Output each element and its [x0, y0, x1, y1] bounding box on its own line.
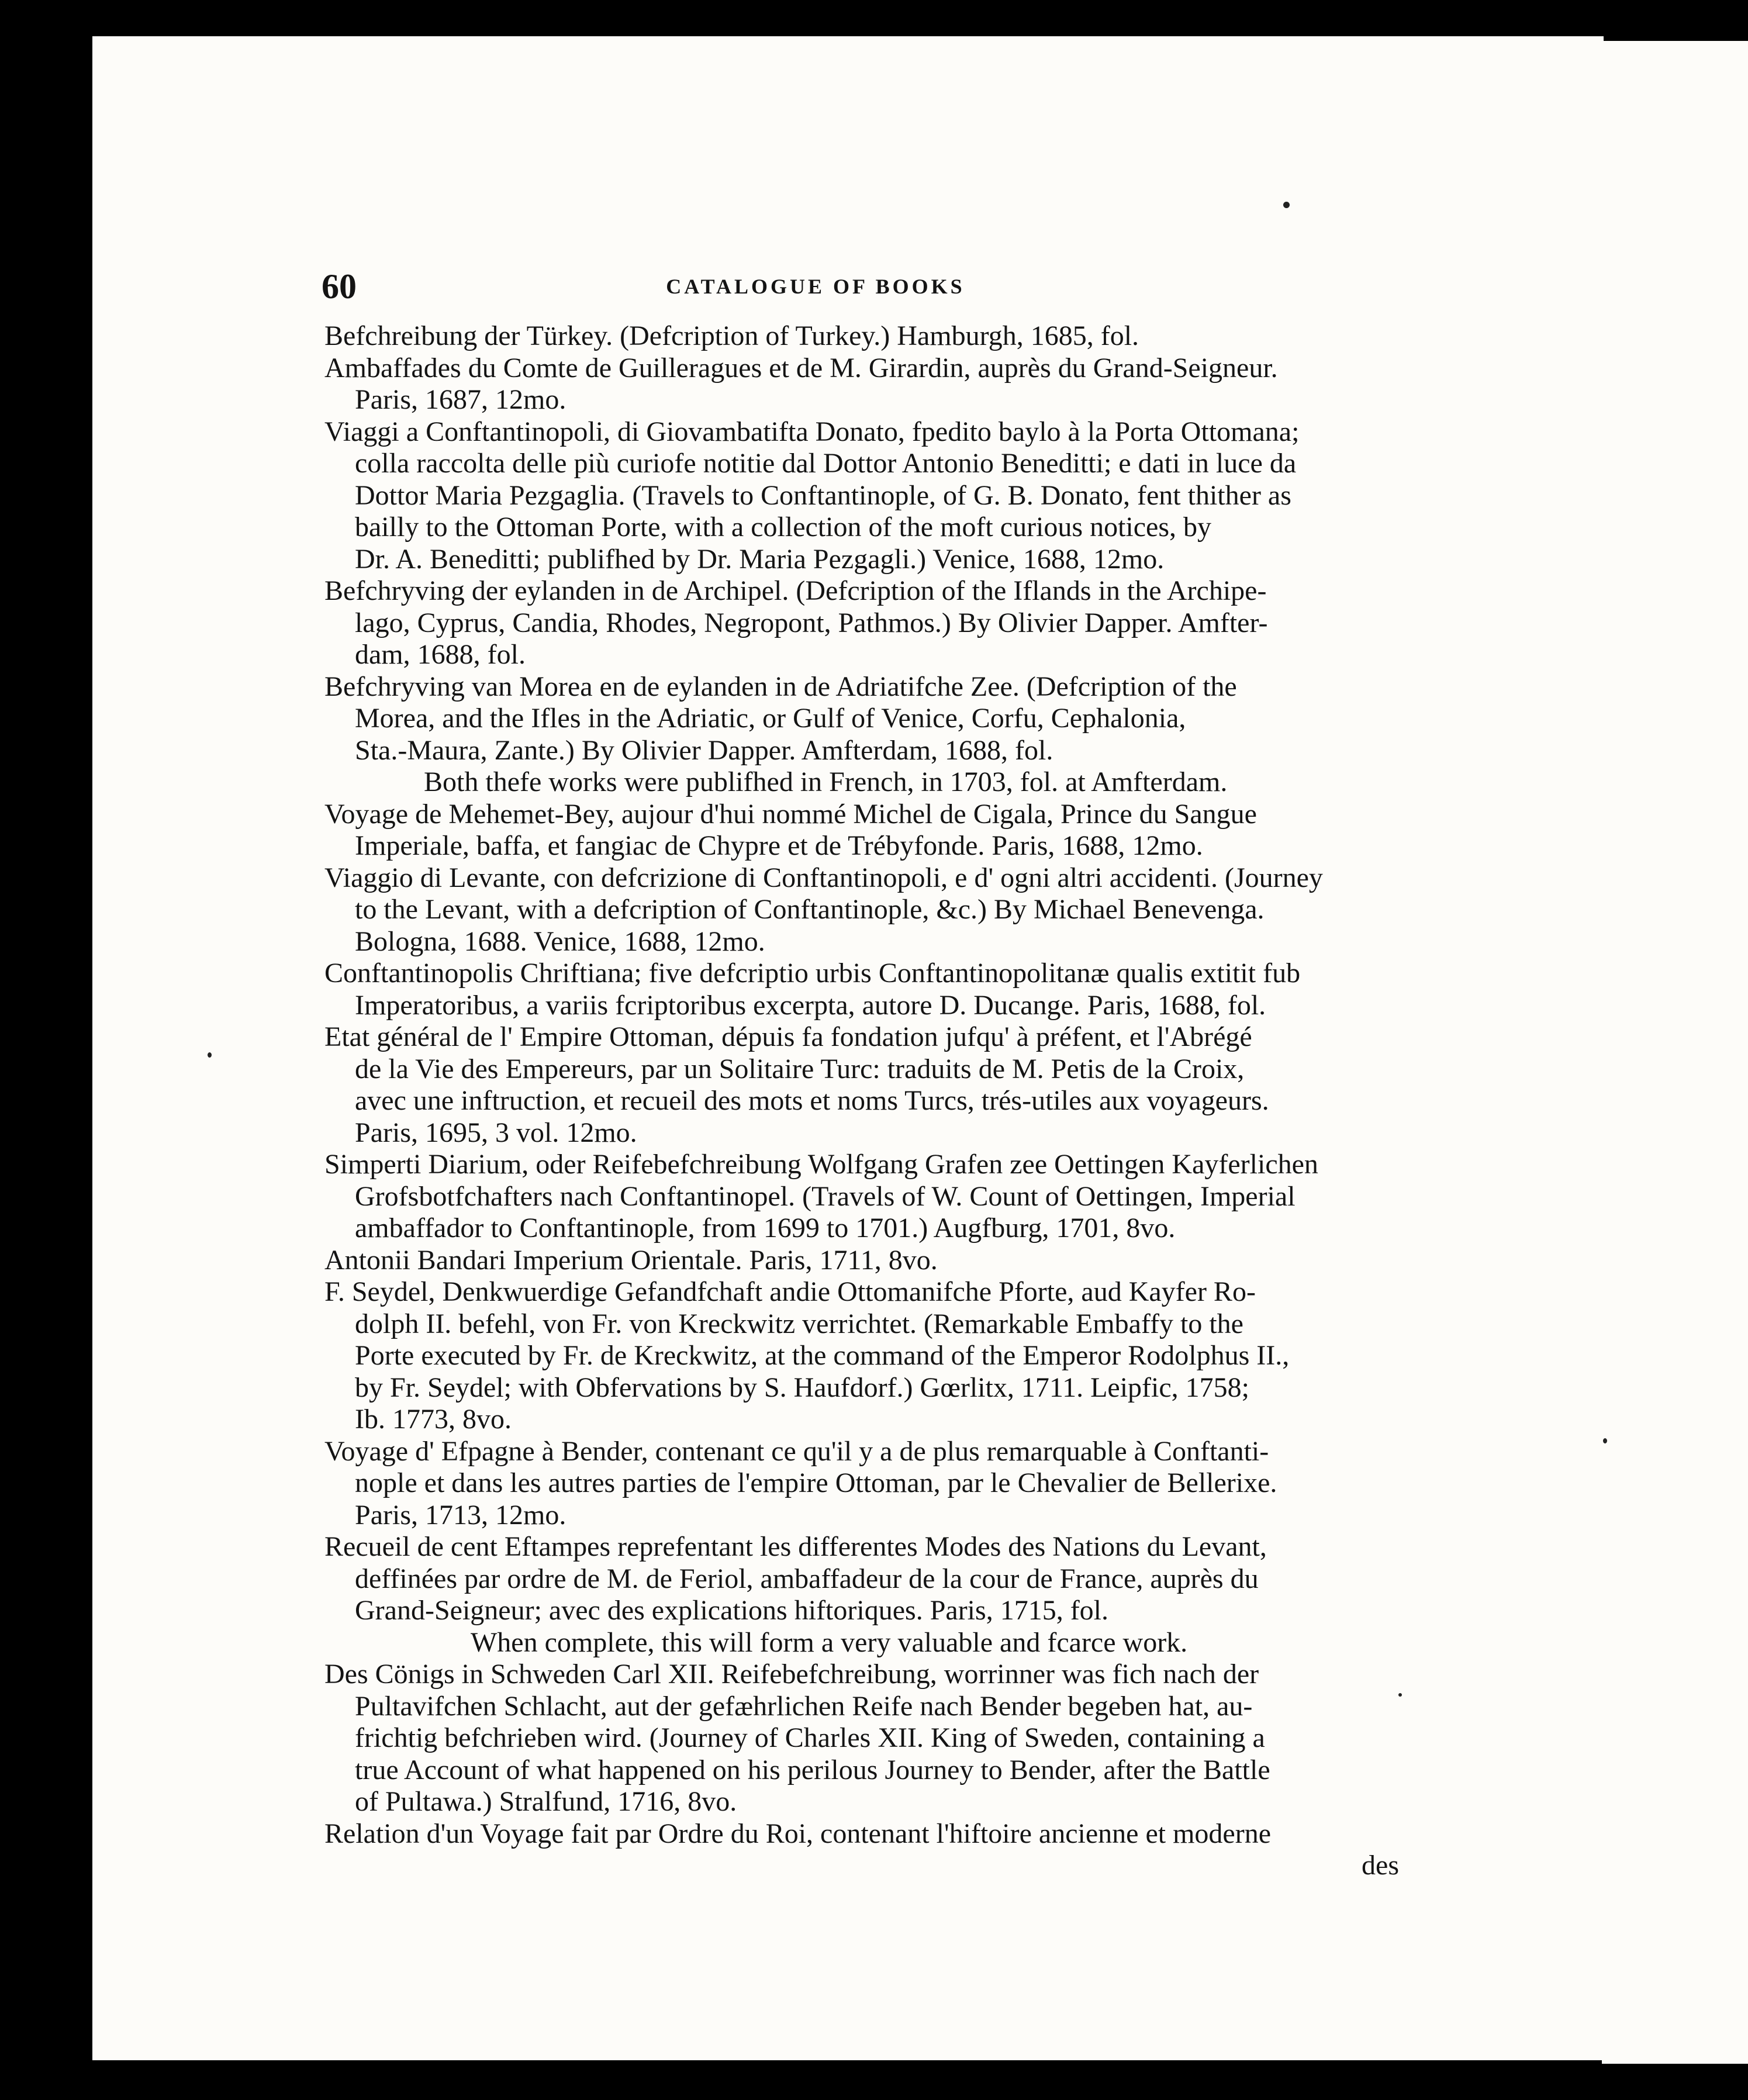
- catalogue-entry-line: to the Levant, with a defcription of Conftantinople, &c.) By Michael Benevenga.: [355, 894, 1265, 925]
- catalogue-entry-line: Des Cönigs in Schweden Carl XII. Reifebefchreibung, worrinner was fich nach der: [324, 1659, 1259, 1690]
- catalogue-entry-line: Viaggi a Conftantinopoli, di Giovambatifta Donato, fpedito baylo à la Porta Ottomana;: [324, 416, 1300, 447]
- catalogue-entry-line: Imperatoribus, a variis fcriptoribus excerpta, autore D. Ducange. Paris, 1688, fol.: [355, 989, 1266, 1021]
- page-header: [228, 262, 1403, 306]
- catalogue-entry-line: true Account of what happened on his perilous Journey to Bender, after the Battle: [355, 1754, 1270, 1785]
- catalogue-entry-line: Dottor Maria Pezgaglia. (Travels to Conftantinople, of G. B. Donato, fent thither as: [355, 479, 1291, 511]
- page-number: 60: [322, 267, 357, 306]
- catalogue-entry-line: F. Seydel, Denkwuerdige Gefandfchaft andie Ottomanifche Pforte, aud Kayfer Ro-: [324, 1276, 1256, 1307]
- catchword: des: [1362, 1850, 1399, 1881]
- catalogue-entry-line: Befchryving van Morea en de eylanden in de Adriatifche Zee. (Defcription of the: [324, 671, 1237, 702]
- catalogue-entry-line: Morea, and the Ifles in the Adriatic, or Gulf of Venice, Corfu, Cephalonia,: [355, 703, 1186, 734]
- catalogue-entry-line: avec une inftruction, et recueil des mots et noms Turcs, trés-utiles aux voyageurs.: [355, 1085, 1269, 1116]
- catalogue-entry-line: ambaffador to Conftantinople, from 1699 to 1701.) Augfburg, 1701, 8vo.: [355, 1213, 1176, 1244]
- catalogue-entry-line: colla raccolta delle più curiofe notitie dal Dottor Antonio Beneditti; e dati in luce da: [355, 448, 1297, 479]
- catalogue-entry-line: Sta.-Maura, Zante.) By Olivier Dapper. Amfterdam, 1688, fol.: [355, 734, 1053, 766]
- catalogue-entry-line: Dr. A. Beneditti; publifhed by Dr. Maria Pezgagli.) Venice, 1688, 12mo.: [355, 543, 1165, 575]
- catalogue-entries: [324, 320, 1399, 1882]
- running-title: CATALOGUE OF BOOKS: [666, 275, 965, 298]
- catalogue-entry-line: dolph II. befehl, von Fr. von Kreckwitz verrichtet. (Remarkable Embaffy to the: [355, 1308, 1243, 1339]
- page-edge: [1596, 41, 1602, 2055]
- catalogue-entry-line: Conftantinopolis Chriftiana; five defcriptio urbis Conftantinopolitanæ qualis extitit fub: [324, 958, 1301, 989]
- catalogue-entry-line: Ib. 1773, 8vo.: [355, 1404, 512, 1435]
- catalogue-entry-line: Simperti Diarium, oder Reifebefchreibung Wolfgang Grafen zee Oettingen Kayferlichen: [324, 1149, 1318, 1180]
- catalogue-entry-line: Befchryving der eylanden in de Archipel. (Defcription of the Iflands in the Archipe-: [324, 575, 1267, 606]
- catalogue-entry-line: dam, 1688, fol.: [355, 639, 526, 670]
- catalogue-entry-line: Paris, 1695, 3 vol. 12mo.: [355, 1117, 637, 1148]
- catalogue-entry-line: of Pultawa.) Stralfund, 1716, 8vo.: [355, 1786, 737, 1817]
- catalogue-entry-line: Recueil de cent Eftampes reprefentant les differentes Modes des Nations du Levant,: [324, 1531, 1267, 1562]
- catalogue-entry-line: Etat général de l' Empire Ottoman, dépuis fa fondation jufqu' à préfent, et l'Abrégé: [324, 1021, 1252, 1052]
- catalogue-entry-line: Voyage de Mehemet-Bey, aujour d'hui nommé Michel de Cigala, Prince du Sangue: [324, 798, 1257, 830]
- catalogue-note-line: Both thefe works were publifhed in French, in 1703, fol. at Amfterdam.: [424, 766, 1228, 797]
- catalogue-note-line: When complete, this will form a very valuable and fcarce work.: [471, 1626, 1188, 1658]
- catalogue-entry-line: Imperiale, baffa, et fangiac de Chypre et de Trébyfonde. Paris, 1688, 12mo.: [355, 830, 1203, 861]
- catalogue-entry-line: Befchreibung der Türkey. (Defcription of Turkey.) Hamburgh, 1685, fol.: [324, 320, 1139, 351]
- catalogue-entry-line: nople et dans les autres parties de l'empire Ottoman, par le Chevalier de Bellerixe.: [355, 1467, 1277, 1498]
- facing-page-edge: [1602, 41, 1748, 2064]
- catalogue-entry-line: Grofsbotfchafters nach Conftantinopel. (Travels of W. Count of Oettingen, Imperial: [355, 1180, 1296, 1212]
- catalogue-entry-line: frichtig befchrieben wird. (Journey of Charles XII. King of Sweden, containing a: [355, 1722, 1265, 1753]
- catalogue-entry-line: Pultavifchen Schlacht, aut der gefæhrlichen Reife nach Bender begeben hat, au-: [355, 1690, 1253, 1722]
- catalogue-entry-line: Viaggio di Levante, con defcrizione di Conftantinopoli, e d' ogni altri accidenti. (Journey: [324, 862, 1323, 893]
- catalogue-entry-line: Porte executed by Fr. de Kreckwitz, at the command of the Emperor Rodolphus II.,: [355, 1340, 1290, 1371]
- catalogue-entry-line: bailly to the Ottoman Porte, with a collection of the moft curious notices, by: [355, 512, 1212, 543]
- speck-mark: [1283, 202, 1290, 208]
- catalogue-entry-line: Relation d'un Voyage fait par Ordre du Roi, contenant l'hiftoire ancienne et moderne: [324, 1818, 1272, 1849]
- catalogue-entry-line: de la Vie des Empereurs, par un Solitaire Turc: traduits de M. Petis de la Croix,: [355, 1053, 1245, 1084]
- catalogue-entry-line: Grand-Seigneur; avec des explications hiftoriques. Paris, 1715, fol.: [355, 1595, 1109, 1626]
- catalogue-entry-line: Antonii Bandari Imperium Orientale. Paris, 1711, 8vo.: [324, 1244, 938, 1276]
- catalogue-entry-line: Paris, 1713, 12mo.: [355, 1499, 566, 1531]
- catalogue-entry-line: lago, Cyprus, Candia, Rhodes, Negropont, Pathmos.) By Olivier Dapper. Amfter-: [355, 607, 1268, 638]
- catalogue-entry-line: by Fr. Seydel; with Obfervations by S. Haufdorf.) Gœrlitx, 1711. Leipfic, 1758;: [355, 1372, 1249, 1403]
- speck-mark: [208, 1052, 212, 1058]
- catalogue-entry-line: deffinées par ordre de M. de Feriol, ambaffadeur de la cour de France, auprès du: [355, 1563, 1259, 1594]
- speck-mark: [1398, 1693, 1402, 1697]
- catalogue-entry-line: Paris, 1687, 12mo.: [355, 384, 566, 415]
- catalogue-entry-line: Ambaffades du Comte de Guilleragues et de M. Girardin, auprès du Grand-Seigneur.: [324, 352, 1278, 384]
- catalogue-entry-line: Voyage d' Efpagne à Bender, contenant ce qu'il y a de plus remarquable à Conftanti-: [324, 1435, 1269, 1467]
- catalogue-entry-line: Bologna, 1688. Venice, 1688, 12mo.: [355, 925, 765, 957]
- speck-mark: [1603, 1438, 1607, 1443]
